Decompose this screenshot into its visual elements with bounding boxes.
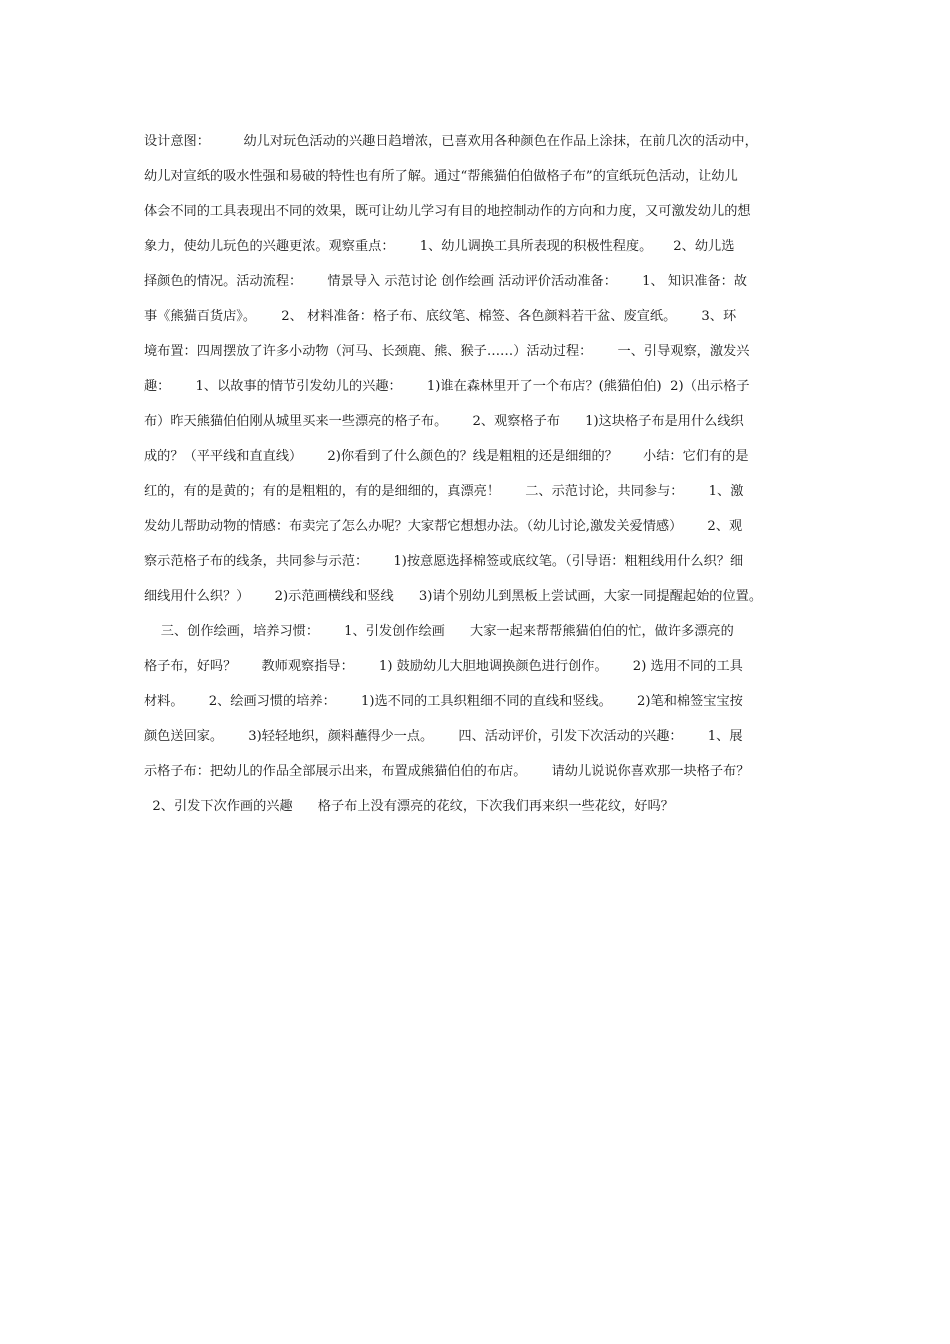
text-line: 红的，有的是黄的；有的是粗粗的，有的是细细的，真漂亮！ 二、示范讨论，共同参与： 1、激	[144, 484, 744, 499]
text-line: 设计意图： 幼儿对玩色活动的兴趣日趋增浓，已喜欢用各种颜色在作品上涂抹，在前几次的活动中，	[144, 134, 758, 149]
text-line: 体会不同的工具表现出不同的效果，既可让幼儿学习有目的地控制动作的方向和力度，又可激发幼儿的想	[144, 204, 751, 219]
lesson-plan-text	[144, 124, 824, 824]
text-line: 幼儿对宣纸的吸水性强和易破的特性也有所了解。通过“帮熊猫伯伯做格子布”的宣纸玩色活动，让幼儿	[144, 169, 738, 184]
text-line: 事《熊猫百货店》。 2、 材料准备：格子布、底纹笔、棉签、各色颜料若干盆、废宣纸。 3、环	[144, 309, 737, 324]
text-line: 发幼儿帮助动物的情感：布卖完了怎么办呢？大家帮它想想办法。（幼儿讨论,激发关爱情感） 2、观	[144, 519, 743, 534]
text-line: 格子布，好吗？ 教师观察指导： 1) 鼓励幼儿大胆地调换颜色进行创作。 2) 选用不同的工具	[144, 659, 743, 674]
text-line: 材料。 2、绘画习惯的培养： 1)选不同的工具织粗细不同的直线和竖线。 2)笔和棉签宝宝按	[144, 694, 743, 709]
text-line: 示格子布：把幼儿的作品全部展示出来，布置成熊猫伯伯的布店。 请幼儿说说你喜欢那一块格子布？	[144, 764, 750, 779]
text-line: 颜色送回家。 3)轻轻地织，颜料蘸得少一点。 四、活动评价，引发下次活动的兴趣： 1、展	[144, 729, 743, 744]
text-line: 布）昨天熊猫伯伯刚从城里买来一些漂亮的格子布。 2、观察格子布 1)这块格子布是用什么线织	[144, 414, 744, 429]
text-line: 2、引发下次作画的兴趣 格子布上没有漂亮的花纹，下次我们再来织一些花纹，好吗？	[144, 799, 674, 814]
text-line: 象力，使幼儿玩色的兴趣更浓。观察重点： 1、幼儿调换工具所表现的积极性程度。 2、幼儿选	[144, 239, 735, 254]
text-line: 三、创作绘画，培养习惯： 1、引发创作绘画 大家一起来帮帮熊猫伯伯的忙，做许多漂亮的	[144, 624, 734, 639]
text-line: 成的？（平平线和直直线） 2)你看到了什么颜色的？线是粗粗的还是细细的？ 小结：它们有的是	[144, 449, 749, 464]
text-line: 择颜色的情况。活动流程： 情景导入 示范讨论 创作绘画 活动评价活动准备： 1、 知识准备：故	[144, 274, 747, 289]
text-line: 境布置：四周摆放了许多小动物（河马、长颈鹿、熊、猴子……）活动过程： 一、引导观察，激发兴	[144, 344, 750, 359]
text-line: 察示范格子布的线条，共同参与示范： 1)按意愿选择棉签或底纹笔。（引导语：粗粗线用什么织？细	[144, 554, 744, 569]
text-line: 细线用什么织？） 2)示范画横线和竖线 3)请个别幼儿到黑板上尝试画，大家一同提醒起始的位置。	[144, 589, 763, 604]
text-line: 趣： 1、以故事的情节引发幼儿的兴趣： 1)谁在森林里开了一个布店？(熊猫伯伯) 2)（出示格子	[144, 379, 750, 394]
